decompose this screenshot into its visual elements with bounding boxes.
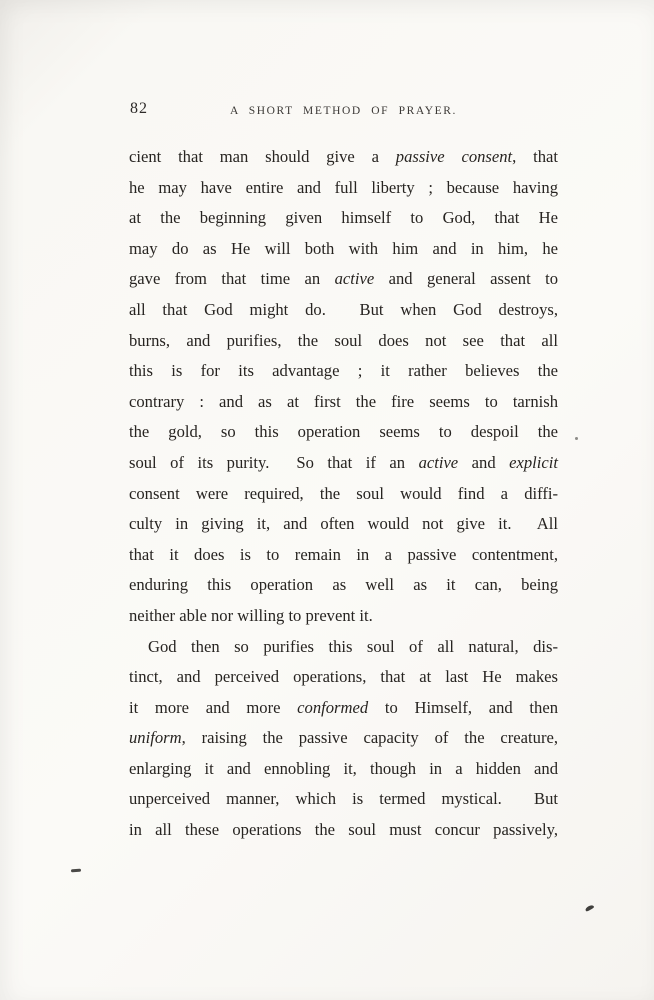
text-body <box>129 142 558 846</box>
text-line: consent were required, the soul would find a diffi- <box>129 483 558 503</box>
text-line: he may have entire and full liberty ; because having <box>129 177 558 197</box>
scan-mark-bottom-right <box>585 904 595 912</box>
text-line: God then so purifies this soul of all natural, dis- <box>148 636 558 656</box>
scan-speck-right <box>575 437 578 440</box>
text-line: the gold, so this operation seems to despoil the <box>129 422 558 442</box>
text-line: burns, and purifies, the soul does not see that all <box>129 330 558 350</box>
scan-mark-bottom-left <box>71 869 81 873</box>
text-line: may do as He will both with him and in him, he <box>129 238 558 258</box>
text-line: all that God might do. But when God destroys, <box>129 299 558 319</box>
text-line: neither able nor willing to prevent it. <box>129 605 373 625</box>
text-line: tinct, and perceived operations, that at last He makes <box>129 667 558 687</box>
running-title: A SHORT METHOD OF PRAYER. <box>229 105 458 117</box>
paragraph <box>129 632 558 846</box>
paragraph <box>129 142 558 632</box>
text-line: in all these operations the soul must concur passively, <box>129 820 558 840</box>
text-line: contrary : and as at first the fire seems to tarnish <box>129 391 558 411</box>
text-line: culty in giving it, and often would not give it. All <box>129 514 558 534</box>
text-line: enduring this operation as well as it can, being <box>129 575 558 595</box>
text-line: cient that man should give a passive consent, that <box>129 147 559 166</box>
text-line: enlarging it and ennobling it, though in a hidden and <box>129 758 558 778</box>
text-line: uniform, raising the passive capacity of the creature, <box>129 728 558 748</box>
text-line: at the beginning given himself to God, that He <box>129 208 558 228</box>
page-number: 82 <box>130 100 148 117</box>
page-header <box>129 100 558 122</box>
text-line: soul of its purity. So that if an active and explicit <box>129 452 558 472</box>
text-line: unperceived manner, which is termed mystical. But <box>129 789 558 809</box>
text-line: gave from that time an active and general assent to <box>129 269 559 289</box>
text-line: that it does is to remain in a passive contentment, <box>129 544 558 564</box>
text-line: it more and more conformed to Himself, and then <box>129 697 558 717</box>
text-line: this is for its advantage ; it rather believes the <box>129 361 558 381</box>
